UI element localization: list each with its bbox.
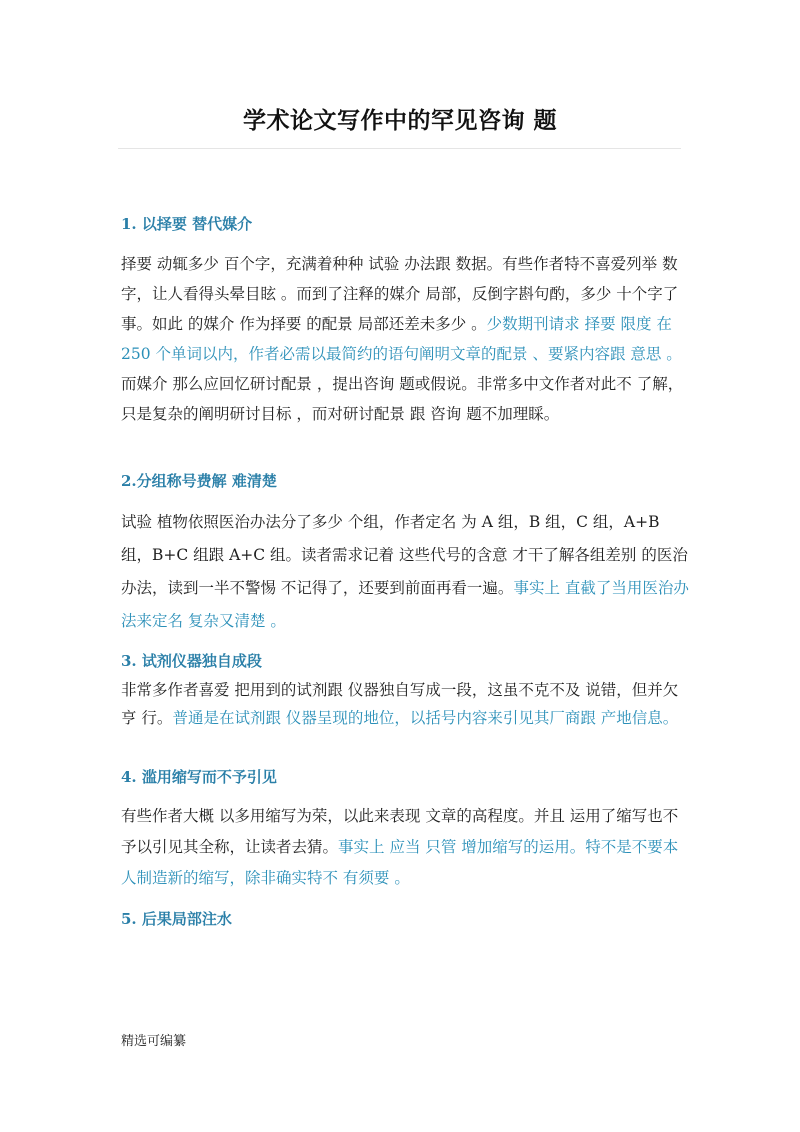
document-title: 学术论文写作中的罕见咨询 题 xyxy=(242,107,557,134)
section-4-paragraph xyxy=(121,801,689,894)
section-4-heading: 4. 滥用缩写而不予引见 xyxy=(121,768,277,786)
section-3-heading: 3. 试剂仪器独自成段 xyxy=(121,652,262,670)
section-2-heading: 2.分组称号费解 难清楚 xyxy=(121,472,277,490)
section-1-paragraph xyxy=(121,249,689,429)
section-3-text: 非常多作者喜爱 把用到的试剂跟 仪器独自写成一段，这虽不克不及 说错，但并欠亨 行。 xyxy=(121,681,679,727)
section-1-highlight: 少数期刊请求 择要 限度 在 250 个单词以内，作者必需以最简约的语句阐明文章的配景 、要紧内容跟 意思 。 xyxy=(121,315,682,363)
section-1-text: 择要 动辄多少 百个字，充满着种种 试验 办法跟 数据。有些作者特不喜爱列举 数字，让人看得头晕目眩 。而到了注释的媒介 局部，反倒字斟句酌，多少 十个字了事。如此 的媒介 作为择要 的配景 局部还差未多少 。 xyxy=(121,255,679,333)
page-footer: 精选可编纂 xyxy=(121,1034,187,1049)
section-3-paragraph xyxy=(121,676,689,732)
title-divider xyxy=(118,148,681,149)
section-2-paragraph xyxy=(121,506,689,638)
section-1-heading: 1. 以择要 替代媒介 xyxy=(121,215,253,233)
section-4-text: 有些作者大概 以多用缩写为荣，以此来表现 文章的高程度。并且 运用了缩写也不予以引见其全称，让读者去猜。 xyxy=(121,807,679,856)
section-3-highlight: 普通是在试剂跟 仪器呈现的地位，以括号内容来引见其厂商跟 产地信息。 xyxy=(172,709,679,727)
section-4-highlight: 事实上 应当 只管 增加缩写的运用。特不是不要本人制造新的缩写，除非确实特不 有须要 。 xyxy=(121,838,679,887)
section-1-text-2: 而媒介 那么应回忆研讨配景 ，提出咨询 题或假说。非常多中文作者对此不 了解，只是复杂的阐明研讨目标 ，而对研讨配景 跟 咨询 题不加理睬。 xyxy=(121,375,684,423)
section-2-highlight: 事实上 直截了当用医治办法来定名 复杂又清楚 。 xyxy=(121,579,689,630)
section-2-text: 试验 植物依照医治办法分了多少 个组，作者定名 为 A 组，B 组，C 组，A+B 组，B+C 组跟 A+C 组。读者需求记着 这些代号的含意 才干了解各组差别 的医治办法，读到一半不警惕 不记得了，还要到前面再看一遍。 xyxy=(121,513,688,597)
section-5-heading: 5. 后果局部注水 xyxy=(121,910,232,928)
